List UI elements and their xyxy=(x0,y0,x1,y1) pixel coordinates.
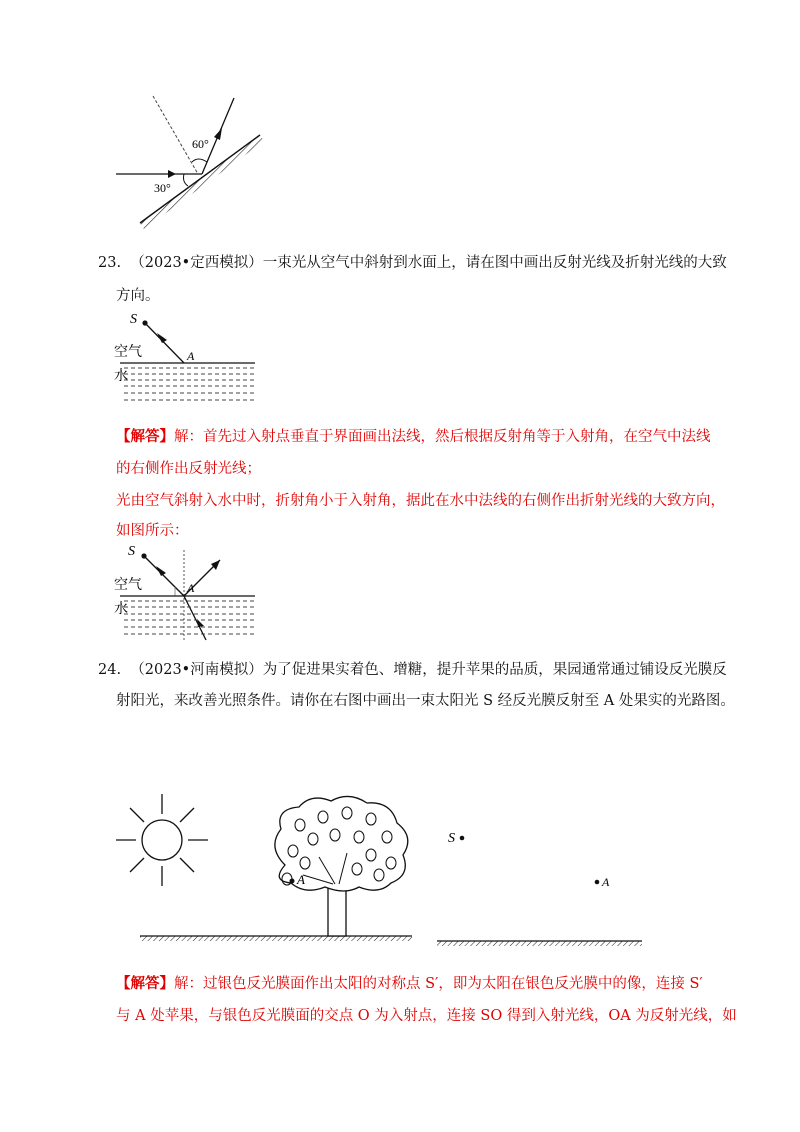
a23-point-s: S xyxy=(128,544,135,559)
q23-point-a: A xyxy=(187,349,195,363)
q24-source: （2023•河南模拟） xyxy=(130,662,263,678)
q23-number: 23. xyxy=(98,255,122,271)
q23-water-label: 水 xyxy=(114,369,128,384)
q24-line1 xyxy=(98,660,727,680)
q24-text-2: 射阳光，来改善光照条件。请你在右图中画出一束太阳光 S 经反光膜反射至 A 处果实的光路图。 xyxy=(116,693,735,709)
normal-line xyxy=(153,96,198,174)
q23-text-2: 方向。 xyxy=(116,288,160,304)
q23-source: （2023•定西模拟） xyxy=(130,255,263,271)
a23-incident-ray xyxy=(144,556,184,596)
tree-trunk xyxy=(328,884,346,936)
q23-incident-ray xyxy=(145,323,184,363)
angle-label-30: 30° xyxy=(154,181,171,195)
q23-water-lines xyxy=(124,368,254,400)
q23-line1 xyxy=(98,253,727,273)
a23-tag: 【解答】 xyxy=(116,428,174,445)
q23-incident-arrow xyxy=(157,333,167,343)
a23-text-2: 的右侧作出反射光线； xyxy=(116,461,261,477)
a23-text-1: 解：首先过入射点垂直于界面画出法线，然后根据反射角等于入射角，在空气中法线 xyxy=(174,429,711,445)
q24-text-1: 为了促进果实着色、增糖，提升苹果的品质，果园通常通过铺设反光膜反 xyxy=(262,662,727,678)
a23-text-3: 光由空气斜射入水中时，折射角小于入射角，据此在水中法线的右侧作出折射光线的大致方向， xyxy=(116,493,725,509)
incident-arrow xyxy=(168,170,176,178)
angle-arc-30 xyxy=(184,174,189,186)
tree-apple-a-label: A xyxy=(297,872,305,887)
ground-hatch xyxy=(140,936,412,941)
q23-air-label: 空气 xyxy=(114,345,142,360)
a24-text-1: 解：过银色反光膜面作出太阳的对称点 S′，即为太阳在银色反光膜中的像，连接 S′ xyxy=(174,976,703,992)
a23-water-label: 水 xyxy=(114,602,128,617)
reflective-film-figure xyxy=(432,820,647,950)
q24-number: 24. xyxy=(98,662,122,678)
a23-incident-arrow xyxy=(156,566,166,576)
q23-figure xyxy=(112,304,262,408)
a23-line1 xyxy=(116,427,711,447)
tree-figure xyxy=(135,795,420,950)
film-apple-dot xyxy=(595,880,600,885)
a24-text-2: 与 A 处苹果，与银色反光膜面的交点 O 为入射点，连接 SO 得到入射光线，OA 为反射光线，如 xyxy=(116,1008,737,1024)
film-hatch xyxy=(437,941,642,946)
a23-text-4: 如图所示： xyxy=(116,523,189,539)
a23-point-a: A xyxy=(187,581,195,595)
film-point-a: A xyxy=(602,875,610,889)
film-point-s: S xyxy=(448,831,455,846)
angle-arc-60 xyxy=(192,159,207,162)
a23-figure xyxy=(112,540,262,646)
a24-tag: 【解答】 xyxy=(116,975,174,992)
film-source-dot xyxy=(460,836,465,841)
a23-air-label: 空气 xyxy=(114,578,142,593)
q23-text-1: 一束光从空气中斜射到水面上，请在图中画出反射光线及折射光线的大致 xyxy=(262,255,727,271)
mirror-reflection-figure xyxy=(110,92,270,232)
angle-label-60: 60° xyxy=(192,137,209,151)
q23-point-s: S xyxy=(130,312,137,327)
a23-refracted-ray xyxy=(184,596,206,640)
tree-apple-a-dot xyxy=(290,879,295,884)
reflected-arrow xyxy=(214,128,222,140)
a24-line1 xyxy=(116,974,703,994)
